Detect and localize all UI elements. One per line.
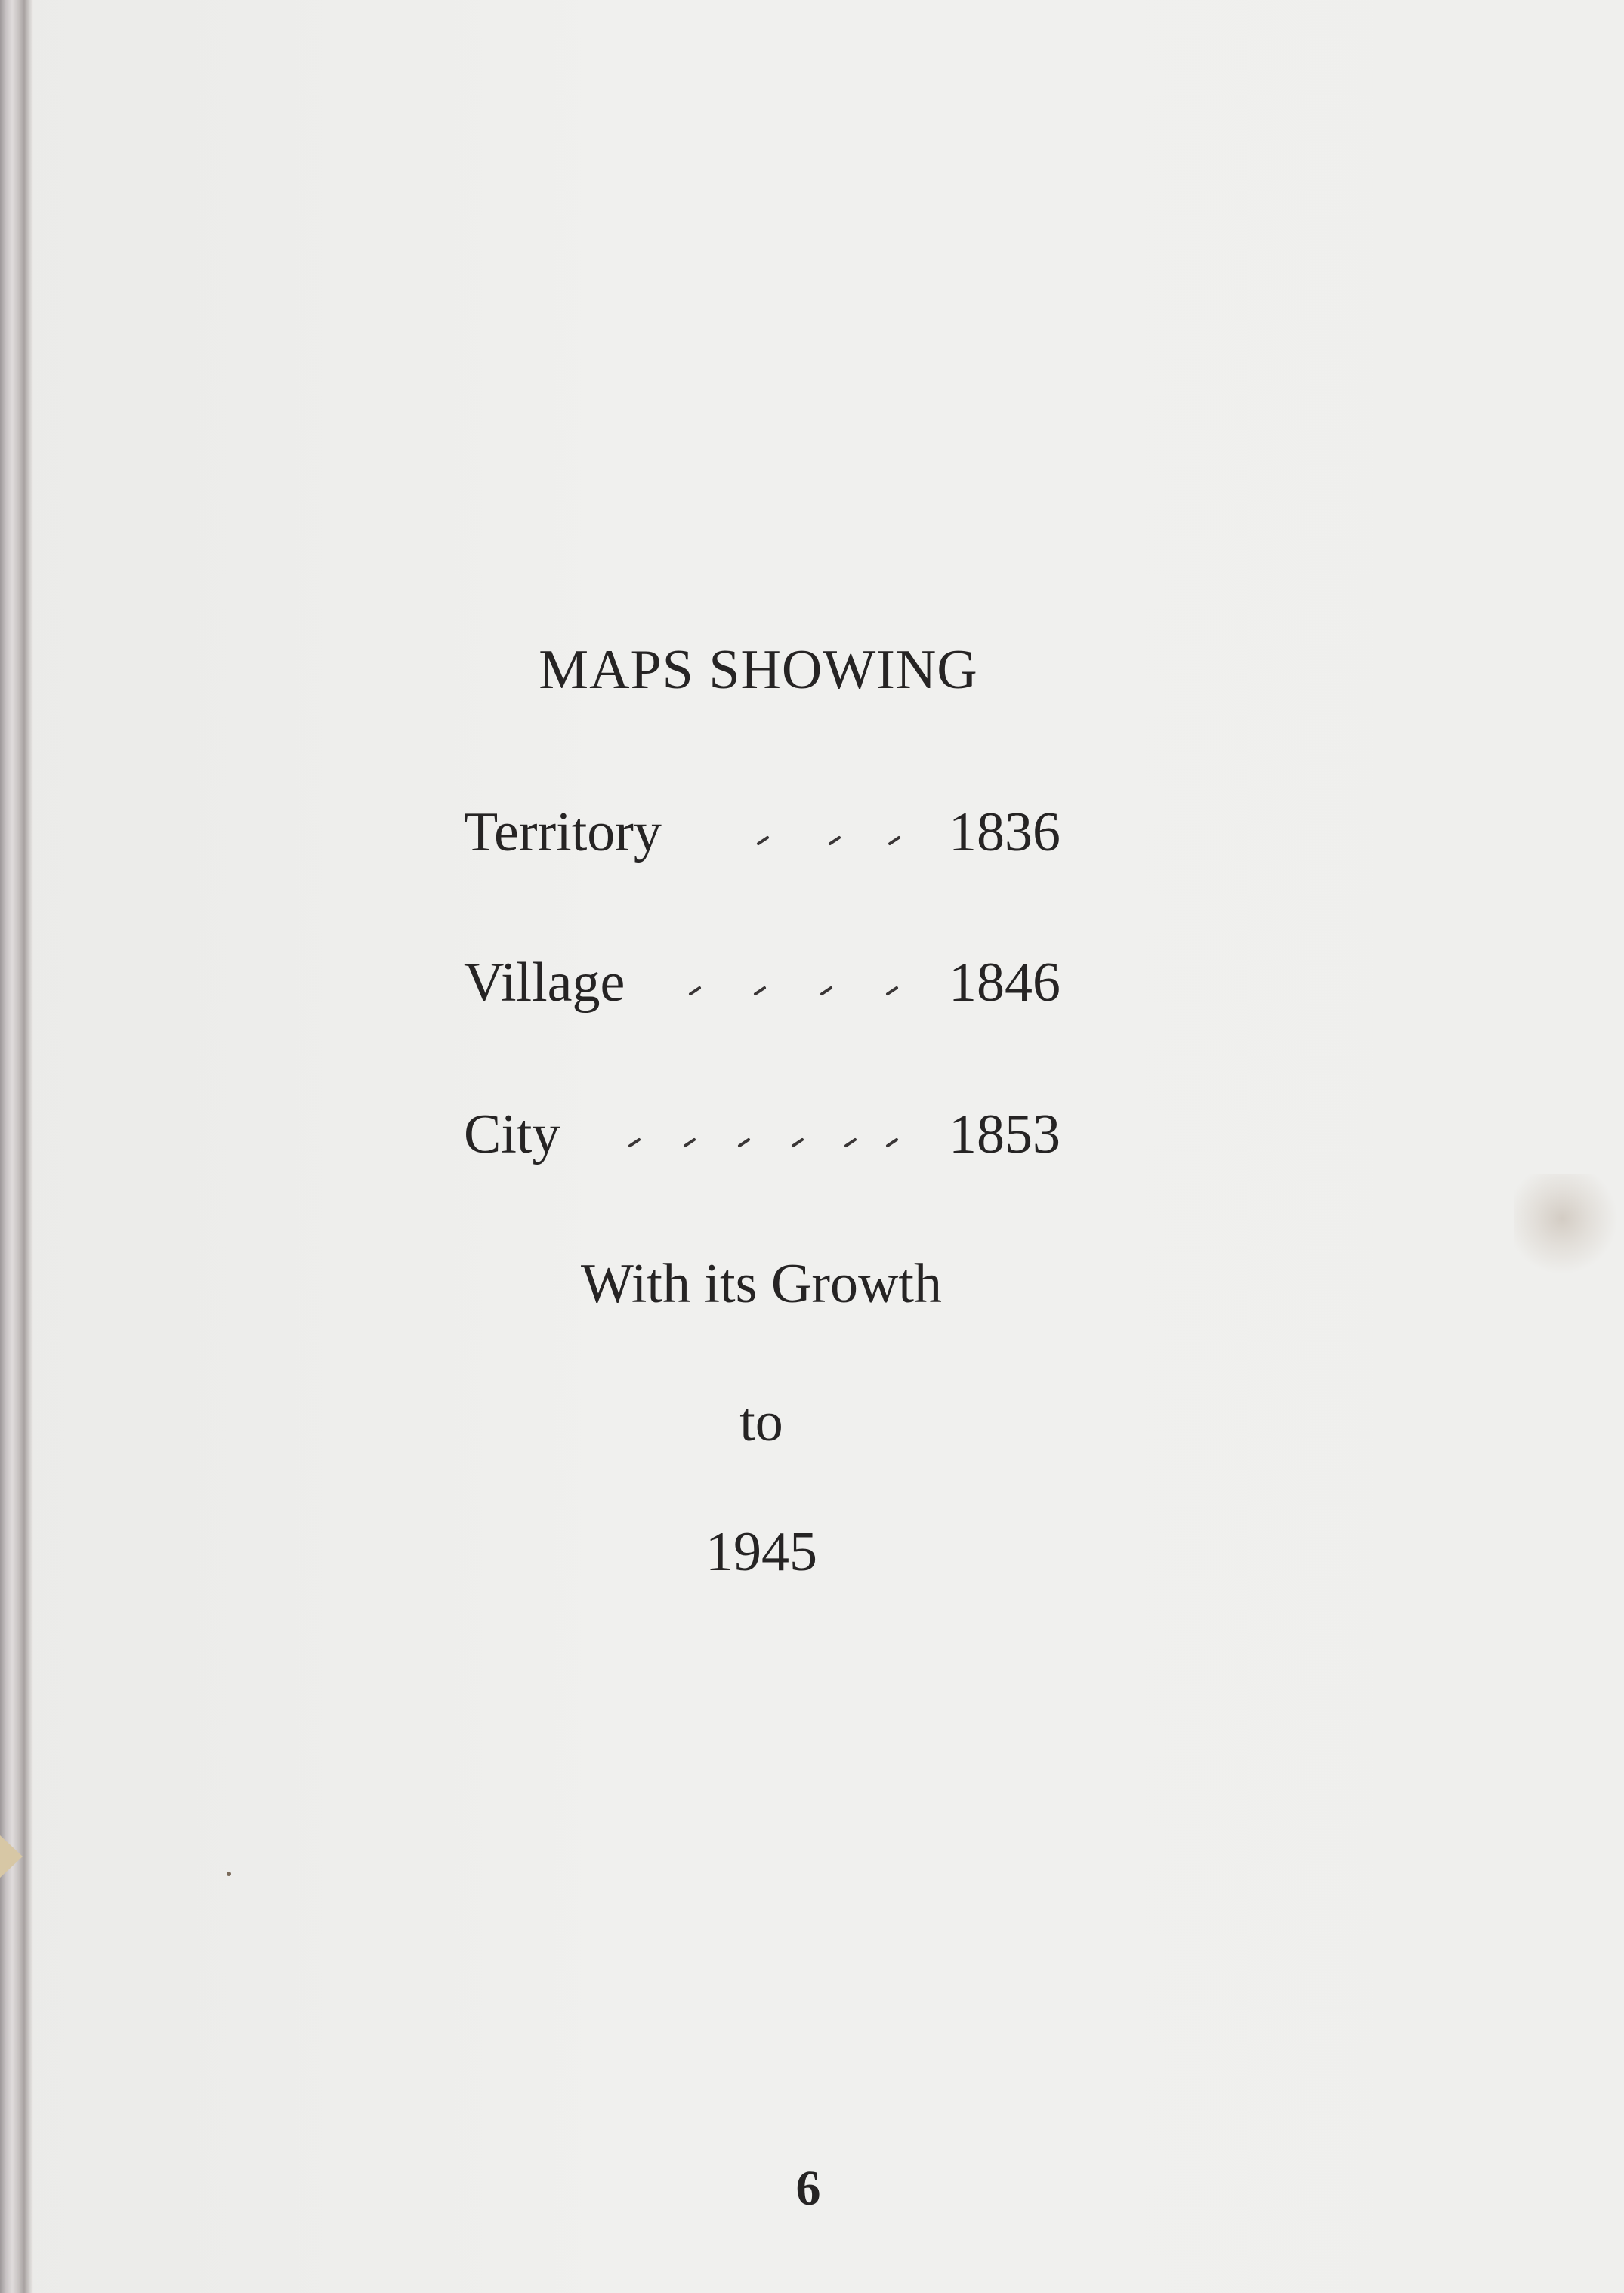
subtitle-line-2: to bbox=[739, 1391, 783, 1453]
dot-leaders bbox=[743, 800, 902, 868]
entry-label: Village bbox=[464, 952, 625, 1014]
entry-village bbox=[464, 949, 1061, 1017]
binding-tear bbox=[0, 1835, 23, 1878]
page-title: MAPS SHOWING bbox=[539, 638, 978, 701]
entry-year: 1846 bbox=[949, 952, 1061, 1014]
entry-year: 1853 bbox=[949, 1103, 1061, 1165]
entry-city bbox=[464, 1100, 1061, 1168]
entry-territory bbox=[464, 798, 1061, 866]
paper-speck bbox=[227, 1872, 231, 1876]
page-number: 6 bbox=[795, 2161, 821, 2216]
subtitle-line-1: With its Growth bbox=[580, 1253, 942, 1315]
entry-label: City bbox=[464, 1103, 560, 1165]
dot-leaders bbox=[615, 1102, 902, 1170]
dot-leaders bbox=[675, 950, 902, 1018]
subtitle-line-3: 1945 bbox=[705, 1521, 817, 1583]
binding-edge bbox=[0, 0, 33, 2293]
entry-label: Territory bbox=[464, 801, 662, 863]
paper-smudge bbox=[1514, 1174, 1620, 1273]
entry-year: 1836 bbox=[949, 801, 1061, 863]
